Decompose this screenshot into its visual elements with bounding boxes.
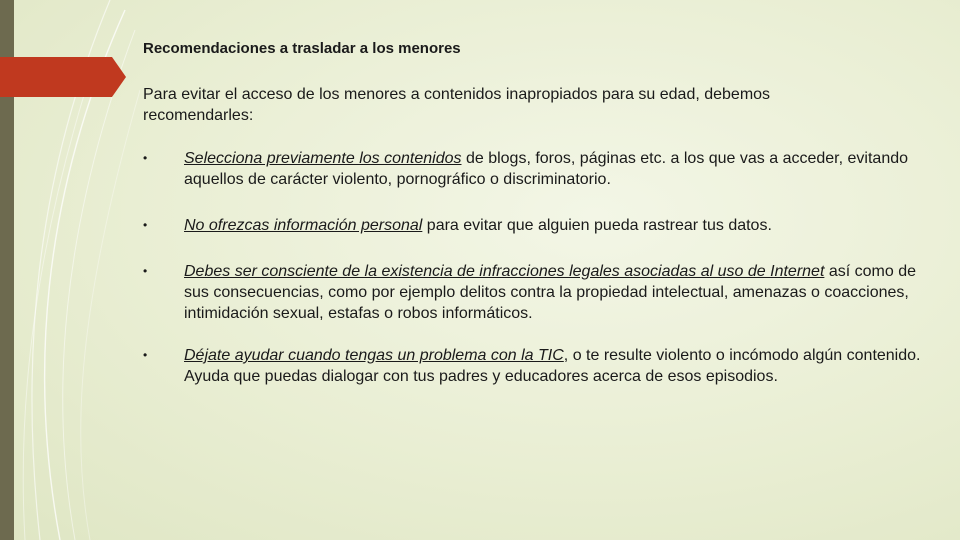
accent-arrow-shape xyxy=(0,57,126,97)
bullet-icon: • xyxy=(143,264,148,278)
list-item xyxy=(143,215,943,236)
recommendations-list xyxy=(143,148,943,408)
bullet-emphasis: Debes ser consciente de la existencia de infracciones legales asociadas al uso de Internet xyxy=(184,263,825,280)
list-item xyxy=(143,261,943,324)
bullet-emphasis: Déjate ayudar cuando tengas un problema con la TIC xyxy=(184,347,564,364)
bullet-icon: • xyxy=(143,348,148,362)
bullet-icon: • xyxy=(143,151,148,165)
page-title: Recomendaciones a trasladar a los menores xyxy=(143,40,461,57)
bullet-text: para evitar que alguien pueda rastrear tus datos. xyxy=(422,217,772,234)
bullet-emphasis: Selecciona previamente los contenidos xyxy=(184,150,462,167)
bullet-text: de blogs, foros, páginas etc. a los que vas a acceder, evitando aquellos de carácter violento, pornográfico o discriminatorio. xyxy=(184,150,909,188)
list-item xyxy=(143,148,943,190)
bullet-text: así como de sus consecuencias, como por ejemplo delitos contra la propiedad intelectual, amenazas o coacciones, intimidación sexual, estafas o robos informáticos. xyxy=(184,263,916,322)
bullet-icon: • xyxy=(143,218,148,232)
bullet-text: , o te resulte violento o incómodo algún contenido. Ayuda que puedas dialogar con tus padres y educadores acerca de esos episodios. xyxy=(184,347,921,385)
list-item xyxy=(143,345,943,387)
bullet-emphasis: No ofrezcas información personal xyxy=(184,217,423,234)
intro-paragraph: Para evitar el acceso de los menores a contenidos inapropiados para su edad, debemos recomendarles: xyxy=(143,86,771,124)
